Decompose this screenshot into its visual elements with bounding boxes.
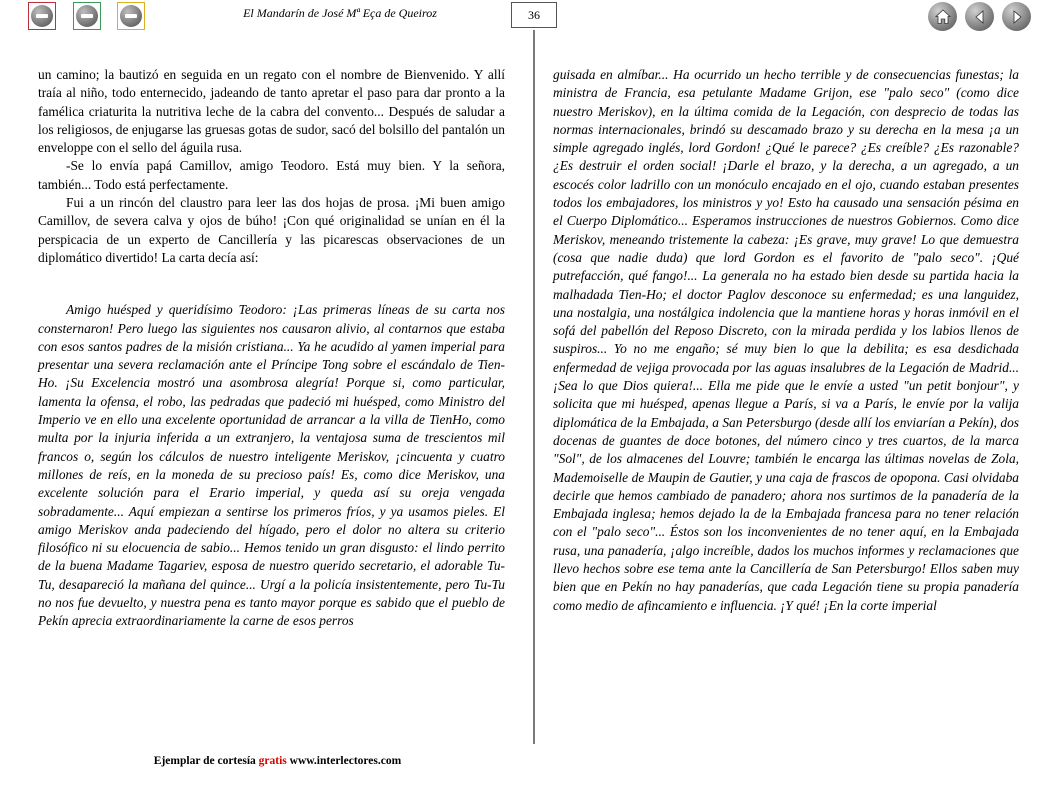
minus-icon	[31, 5, 53, 27]
column-divider	[533, 30, 535, 744]
next-icon	[1008, 8, 1026, 26]
right-column	[553, 66, 1019, 615]
letter-paragraph: Amigo huésped y queridísimo Teodoro: ¡Las primeras líneas de su carta nos consternaron! Pero luego las siguientes nos causaron alivio, al contarnos que estaba con esos santos padres de la misión cristiana... Ya he acudido al yamen imperial para presentar una severa reclamación ante el Príncipe Tong sobre el escándalo de Tien-Ho. ¡Su Excelencia mostró una asombrosa alegría! Porque si, como particular, lamenta la ofensa, el robo, las pedradas que padeció mi huésped, como Ministro del Imperio ve en ello una excelente oportunidad de arrancar a la villa de TienHo, como multa por la injuria inferida a un extranjero, la ventajosa suma de trescientos mil francos o, según los cálculos de nuestro inteligente Meriskov, ¡cincuenta y cuatro millones de reís, en la moneda de su precioso país! Es, como dice Meriskov, una excelente solución para el Erario imperial, y queda así su oreja vengada sobradamente... Aquí empiezan a sentirse los primeros fríos, y ya usamos pieles. El amigo Meriskov anda padeciendo del hígado, pero el dolor no altera su criterio filosófico ni su elocuencia de sabio... Hemos tenido un gran disgusto: el lindo perrito de la buena Madame Tagariev, esposa de nuestro querido secretario, el adorable Tu-Tu, desapareció la mañana del quince... Urgí a la policía insistentemente, pero Tu-Tu no nos fue devuelto, y nuestra pena es tanto mayor porque es sabido que el pueblo de Pekín aprecia extraordinariamente la carne de esos perros	[38, 302, 505, 629]
paragraph: Fui a un rincón del claustro para leer las dos hojas de prosa. ¡Mi buen amigo Camillov, de severa calva y ojos de búho! ¡Con qué originalidad se unían en él la perspicacia de un experto de Cancillería y las picarescas observaciones de un diplomático divertido! La carta decía así:	[38, 195, 505, 265]
minus-green-button[interactable]	[73, 2, 101, 30]
paragraph: -Se lo envía papá Camillov, amigo Teodoro. Está muy bien. Y la señora, también... Todo está perfectamente.	[38, 158, 505, 192]
page-number: 36	[511, 2, 557, 28]
next-page-button[interactable]	[1002, 2, 1031, 31]
paragraph: guisada en almíbar... Ha ocurrido un hecho terrible y de consecuencias funestas; la ministra de Francia, esa petulante Madame Grijon, ese "palo seco" (como dice nuestro Meriskov), en la última comida de la Legación, con desprecio de todas las normas internacionales, brindó su descamado brazo y su derecha en la mesa ¡a un simple agregado inglés, lord Gordon! ¿Qué le parece? ¿Es creíble? ¿Es razonable? ¿Es destruir el orden social! ¡Darle el brazo, y la derecha, a un agregado, a un escocés color ladrillo con un monóculo encajado en el ojo, cuando estaban presentes todos los embajadores, los ministros y yo! Esto ha causado una sensación pésima en el Cuerpo Diplomático... Esperamos instrucciones de nuestros Gobiernos. Como dice Meriskov, meneando tristemente la cabeza: ¡Es grave, muy grave! Lo que demuestra (cosa que nadie duda) que lord Gordon es el favorito de "palo seco". ¡Qué putrefacción, qué fango!... La generala no ha estado bien desde su partida hacia la malhadada Tien-Ho; el doctor Paglov desconoce su enfermedad; es una languidez, una nostalgia, una nostálgica indolencia que la mantiene horas y horas inmóvil en el sofá del pabellón del Reposo Discreto, con la mirada perdida y los labios llenos de suspiros... Yo no me engaño; sé muy bien lo que la debilita; es esa desdichada enfermedad de vejiga provocada por las aguas insalubres de la Legación de Madrid... ¡Sea lo que Dios quiera!... Ella me pide que le envíe a usted "un petit bonjour", y solicita que mi huésped, apenas llegue a París, si va a París, le envíe por la valija diplomática de la Embajada, a San Petersburgo (desde allí los enviarían a Pekín), dos docenas de guantes de doce botones, del número cinco y tres cuartos, de la marca "Sol", de los almacenes del Louvre; también le encarga las últimas novelas de Zola, Mademoiselle de Maupin de Gautier, y una caja de frascos de opopona. Casi olvidaba decirle que hemos cambiado de panadero; ahora nos surtimos de la panadería de la Embajada inglesa; hemos dejado la de la Embajada francesa para no tener relación con el "palo seco"... Éstos son los inconvenientes de no tener aquí, en la Embajada rusa, una panadería, ¡algo increíble, dados los muchos informes y reclamaciones que llevo hechos sobre ese tema ante la Cancillería de San Petersburgo! Ellos saben muy bien que en Pekín no hay panaderías, que cada Legación tiene su propia panadería como medio de afincamiento e influencia. ¡Y qué! ¡En la corte imperial	[553, 67, 1019, 613]
previous-icon	[971, 8, 989, 26]
footer-text: Ejemplar de cortesía	[153, 755, 259, 767]
home-icon	[934, 8, 952, 26]
home-button[interactable]	[928, 2, 957, 31]
footer	[0, 755, 555, 767]
minus-yellow-button[interactable]	[117, 2, 145, 30]
footer-highlight: gratis	[258, 755, 287, 767]
paragraph: un camino; la bautizó en seguida en un regato con el nombre de Bienvenido. Y allí traía al niño, todo enternecido, jadeando de tanto apretar el paso para dar pronto a la famélica criaturita la nutritiva leche de la cabra del convento... Después de saludar a los religiosos, de enjugarse las gruesas gotas de sudor, sacó del bolsillo del pantalón un enveloppe con el sello del águila rusa.	[38, 67, 505, 156]
minus-red-button[interactable]	[28, 2, 56, 30]
previous-page-button[interactable]	[965, 2, 994, 31]
minus-icon	[76, 5, 98, 27]
minus-icon	[120, 5, 142, 27]
book-title: El Mandarín de José Mª Eça de Queiroz	[243, 6, 437, 20]
left-column	[38, 66, 505, 631]
footer-link[interactable]: www.interlectores.com	[286, 755, 402, 767]
